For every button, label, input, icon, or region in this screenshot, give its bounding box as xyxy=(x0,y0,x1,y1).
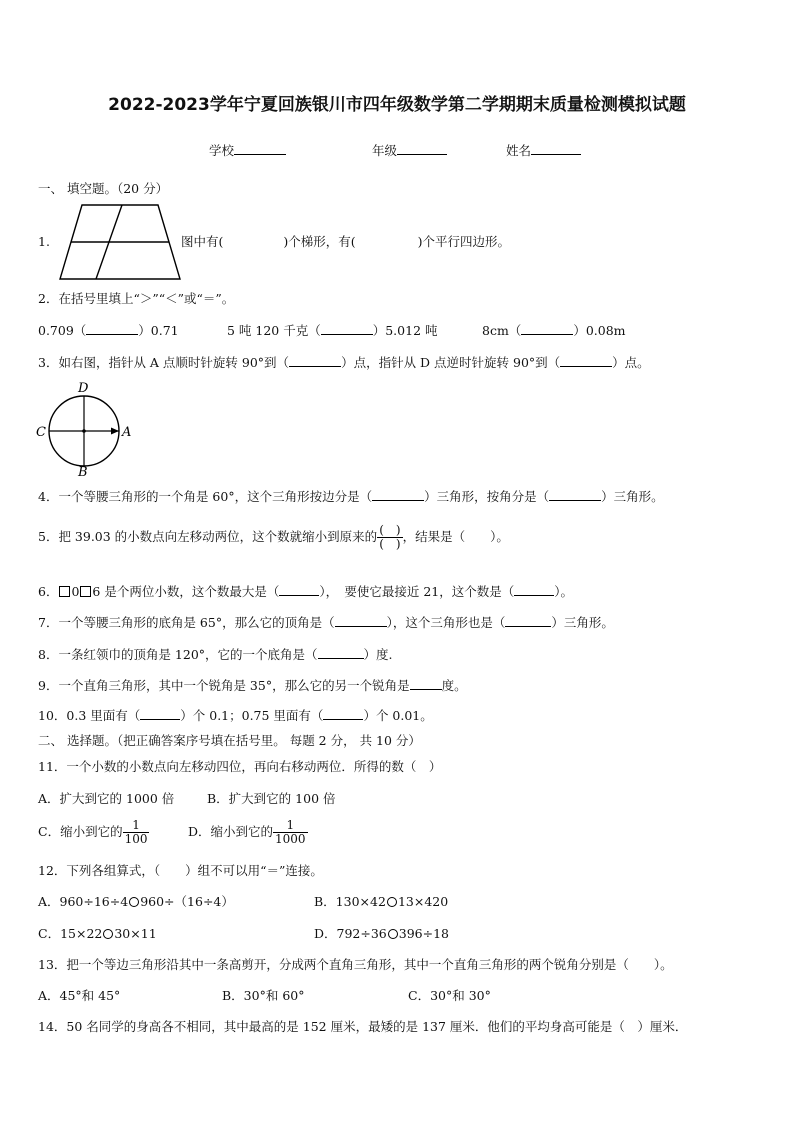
comparison-circle-icon xyxy=(387,897,397,907)
comparison-circle-icon xyxy=(388,929,398,939)
q9-text-b: 度。 xyxy=(441,678,467,693)
q3-text-c: ）点。 xyxy=(612,355,650,370)
q13-option-a[interactable]: A．45°和 45° xyxy=(38,988,121,1003)
q7-text-c: ）三角形。 xyxy=(551,615,614,630)
q6-square-2 xyxy=(80,586,91,597)
q3-text-a: 3．如右图，指针从 A 点顺时针旋转 90°到（ xyxy=(38,355,290,370)
q2-blank-1[interactable] xyxy=(86,322,138,335)
q8-text-b: ）度. xyxy=(363,647,393,662)
q5-fraction-num: ( ) xyxy=(379,523,401,537)
q8-text xyxy=(38,646,393,663)
q6-text-c: ）， 要使它最接近 21，这个数是（ xyxy=(319,584,515,599)
q2-p1-left: 0.709（ xyxy=(38,323,87,338)
q11-option-c-label: C．缩小到它的 xyxy=(38,824,123,839)
q13-option-b[interactable]: B．30°和 60° xyxy=(222,988,305,1003)
q6-text-d: ）。 xyxy=(554,584,573,599)
q7-text xyxy=(38,614,614,631)
q2-p2-right: ）5.012 吨 xyxy=(372,323,438,338)
q8-blank[interactable] xyxy=(318,646,364,659)
q2-blank-3[interactable] xyxy=(521,322,573,335)
trapezoid-figure xyxy=(58,203,182,281)
q5-fraction[interactable] xyxy=(377,524,402,551)
q10-blank-1[interactable] xyxy=(140,707,180,720)
q1-text-b: )个梯形，有( xyxy=(283,234,356,249)
q2-part-2 xyxy=(227,322,438,339)
q14-text: 14．50 名同学的身高各不相同，其中最高的是 152 厘米，最矮的是 137 厘米．他们的平均身高可能是（ ）厘米． xyxy=(38,1019,688,1034)
q6-text-b: 6 是个两位小数，这个数最大是（ xyxy=(92,584,280,599)
q10-text xyxy=(38,707,433,724)
q11-option-c-fraction: $\frac{1}{100}$ xyxy=(124,818,148,846)
q6-digit: 0 xyxy=(71,584,80,599)
q6-text: 6． 0 6 是个两位小数，这个数最大是（ ）， 要使它最接近 21，这个数是（ ）。 xyxy=(38,584,573,599)
q13-text: 13．把一个等边三角形沿其中一条高剪开，分成两个直角三角形，其中一个直角三角形的两个锐角分别是（ ）。 xyxy=(38,957,673,972)
q5-fraction-den: ( ) xyxy=(379,537,401,551)
q1-text xyxy=(181,234,510,250)
q10-text-a: 10．0.3 里面有（ xyxy=(38,708,141,723)
q12-option-b[interactable]: B．130×42 13×420 xyxy=(314,894,449,909)
center-dot xyxy=(82,429,86,433)
label-A: A xyxy=(122,425,132,440)
q4-text-b: ）三角形，按角分是（ xyxy=(424,489,550,504)
school-label: 学校 xyxy=(209,143,235,158)
label-B: B xyxy=(78,465,88,478)
q11-option-d-fraction: $\frac{1}{1000}$ xyxy=(275,818,306,846)
q5-text-a: 5．把 39.03 的小数点向左移动两位，这个数就缩小到原来的 xyxy=(38,529,378,544)
q2-p3-right: ）0.08m xyxy=(573,323,626,338)
page-title: 2022-2023学年宁夏回族银川市四年级数学第二学期期末质量检测模拟试题 xyxy=(108,95,686,115)
q11-option-d[interactable] xyxy=(188,819,308,846)
q12-option-a[interactable]: A．960÷16÷4 960÷（16÷4） xyxy=(38,894,234,909)
q2-p1-right: ）0.71 xyxy=(138,323,179,338)
q4-text-a: 4．一个等腰三角形的一个角是 60°，这个三角形按边分是（ xyxy=(38,489,373,504)
q1-text-c: )个平行四边形。 xyxy=(417,234,511,249)
q8-text-a: 8．一条红领巾的顶角是 120°，它的一个底角是（ xyxy=(38,647,318,662)
q2-p3-left: 8cm（ xyxy=(482,323,522,338)
label-D: D xyxy=(78,381,89,396)
q11-option-c[interactable] xyxy=(38,819,149,846)
q9-text xyxy=(38,677,467,694)
q2-p2-left: 5 吨 120 千克（ xyxy=(227,323,321,338)
comparison-circle-icon xyxy=(103,929,113,939)
q3-blank-2[interactable] xyxy=(560,354,612,367)
name-field[interactable] xyxy=(506,141,581,159)
q4-text-c: ）三角形。 xyxy=(601,489,664,504)
q1-number: 1. xyxy=(38,234,50,249)
grade-field[interactable] xyxy=(372,141,447,159)
name-label: 姓名 xyxy=(506,143,532,158)
q11-text: 11．一个小数的小数点向左移动四位，再向右移动两位．所得的数（ ） xyxy=(38,759,442,774)
q12-option-d[interactable]: D．792÷36 396÷18 xyxy=(314,926,450,941)
q13-option-c[interactable]: C．30°和 30° xyxy=(408,988,491,1003)
grade-blank[interactable] xyxy=(397,142,447,155)
clock-circle-figure xyxy=(34,378,134,478)
name-blank[interactable] xyxy=(531,142,581,155)
q7-text-b: ），这个三角形也是（ xyxy=(386,615,506,630)
q12-text: 12．下列各组算式，（ ）组不可以用“＝”连接。 xyxy=(38,863,323,878)
label-C: C xyxy=(36,425,46,440)
q5-text-b: ，结果是（ ）。 xyxy=(402,529,509,544)
q10-text-c: ）个 0.01。 xyxy=(363,708,433,723)
q11-option-b[interactable]: B．扩大到它的 100 倍 xyxy=(207,791,336,806)
q11-option-a[interactable]: A．扩大到它的 1000 倍 xyxy=(38,791,175,806)
q4-text xyxy=(38,488,664,505)
q1-text-a: 图中有( xyxy=(181,234,224,249)
q12-option-c[interactable]: C．15×22 30×11 xyxy=(38,926,157,941)
pointer-arrow-icon xyxy=(111,428,119,435)
q10-text-b: ）个 0.1；0.75 里面有（ xyxy=(180,708,324,723)
q6-blank-2[interactable] xyxy=(514,583,554,596)
grade-label: 年级 xyxy=(372,143,398,158)
q9-text-a: 9．一个直角三角形，其中一个锐角是 35°，那么它的另一个锐角是 xyxy=(38,678,410,693)
section-1-heading: 一、 填空题。（20 分） xyxy=(38,181,169,196)
q2-text: 2．在括号里填上“＞”“＜”或“＝”。 xyxy=(38,291,235,306)
q3-text-b: ）点，指针从 D 点逆时针旋转 90°到（ xyxy=(341,355,561,370)
q10-blank-2[interactable] xyxy=(323,707,363,720)
school-blank[interactable] xyxy=(234,142,286,155)
q6-square-1 xyxy=(59,586,70,597)
q3-blank-1[interactable] xyxy=(289,354,341,367)
q9-blank[interactable] xyxy=(410,677,442,690)
q4-blank-1[interactable] xyxy=(372,488,424,501)
q2-blank-2[interactable] xyxy=(321,322,373,335)
q2-part-1 xyxy=(38,322,179,339)
comparison-circle-icon xyxy=(129,897,139,907)
q4-blank-2[interactable] xyxy=(549,488,601,501)
q11-option-d-label: D．缩小到它的 xyxy=(188,824,274,839)
q7-text-a: 7．一个等腰三角形的底角是 65°，那么它的顶角是（ xyxy=(38,615,335,630)
q5-text xyxy=(38,524,509,551)
q7-blank-1[interactable] xyxy=(335,614,387,627)
section-2-heading: 二、 选择题。（把正确答案序号填在括号里。 每题 2 分， 共 10 分） xyxy=(38,733,421,748)
q2-part-3 xyxy=(482,322,626,339)
school-field[interactable] xyxy=(209,141,286,159)
q6-blank-1[interactable] xyxy=(279,583,319,596)
q7-blank-2[interactable] xyxy=(505,614,551,627)
q3-text xyxy=(38,354,650,371)
